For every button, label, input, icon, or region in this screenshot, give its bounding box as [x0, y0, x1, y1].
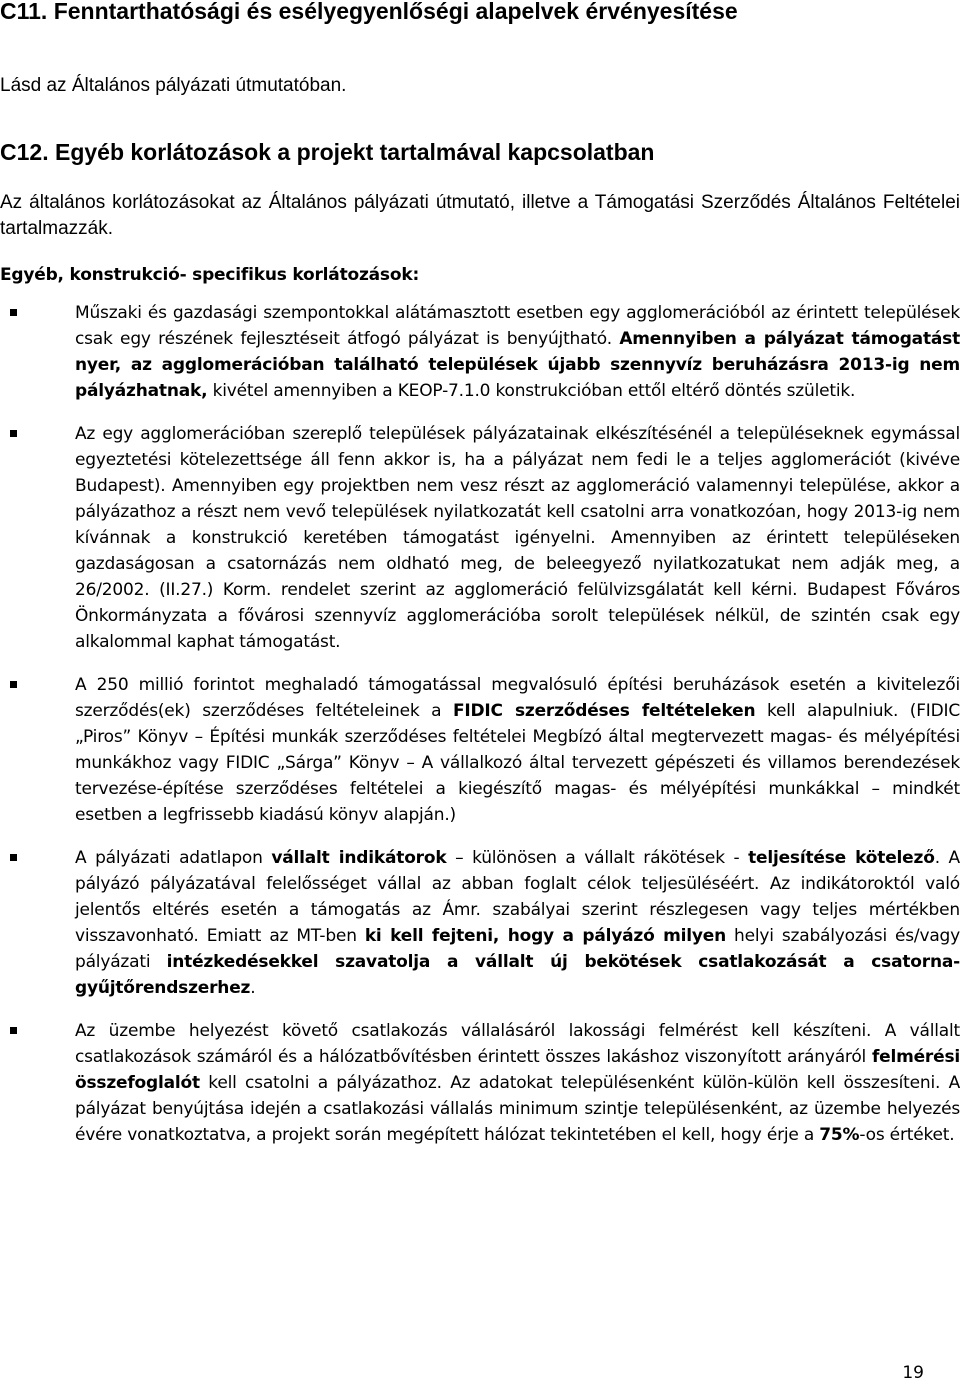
text-run: kell csatolni a pályázathoz. Az adatokat településenként külön-külön kell összesíteni. A pályázat benyújtása idején a csatlakozási vállalás minimum szintje településenként, az üzembe helyezés évére vonatkoztatva, a projekt során megépített hálózat tekintetében el kell, hogy érje a [75, 1073, 960, 1145]
bold-text-run: ki kell fejteni, hogy a pályázó milyen [364, 926, 726, 946]
text-run: kell alapulniuk. (FIDIC „Piros” Könyv – Építési munkák szerződéses feltételei Megbízó által megtervezett magas- és mélyépítési munkákhoz vagy FIDIC „Sárga” Könyv – A vállalkozó által tervezett gépészeti és villamos berendezések tervezése-építése szerződéses feltételei a kiegészítő magas- és mélyépítési munkákkal – mindkét esetben a legfrissebb kiadású könyv alapján.) [75, 701, 960, 825]
text-run: A 250 millió forintot meghaladó támogatással megvalósuló építési beruházások esetén a kivitelezői szerződés(ek) szerződéses feltételeinek a [75, 675, 960, 721]
bold-text-run: Amennyiben a pályázat támogatást nyer, az agglomerációban található települések újabb szennyvíz beruházásra 2013-ig nem pályázhatnak, [75, 329, 960, 401]
text-run: Az egy agglomerációban szereplő települések pályázatainak elkészítésénél a településeknek egymással egyeztetési kötelezettsége áll fenn akkor is, ha a pályázat nem fedi le a teljes agglomerációt (kivéve Budapest). Amennyiben egy projektben nem vesz részt az agglomeráció valamennyi települése, akkor a pályázathoz a részt nem vevő települések nyilatkozatát kell csatolni arra vonatkozóan, hogy 2013-ig nem kívánnak a konstrukció keretében támogatást igényelni. Amennyiben az érintett településeken gazdaságosan a csatornázás nem oldható meg, de beleegyező nyilatkozatukat nem adják meg, a 26/2002. (II.27.) Korm. rendelet szerint az agglomeráció felülvizsgálatát kell kérni. Budapest Főváros Önkormányzata a fővárosi szennyvíz agglomerációba sorolt települések nélkül, de szintén csak egy alkalommal kaphat támogatást. [75, 424, 960, 652]
text-run: – különösen a vállalt rákötések - [446, 848, 749, 868]
square-bullet-icon [10, 309, 17, 316]
text-run: . [250, 978, 256, 998]
bold-text-run: vállalt indikátorok [271, 848, 447, 868]
square-bullet-icon [10, 1027, 17, 1034]
list-item [0, 300, 960, 404]
section-c11-heading: C11. Fenntarthatósági és esélyegyenlőségi alapelvek érvényesítése [0, 0, 738, 24]
list-item [0, 421, 960, 655]
page-number: 19 [902, 1363, 924, 1383]
text-run: Az üzembe helyezést követő csatlakozás vállalásáról lakossági felmérést kell készíteni. A vállalt csatlakozások számáról és a hálózatbővítésben érintett összes lakáshoz viszonyított arányáról [75, 1021, 960, 1067]
bold-text-run: teljesítése kötelező [748, 848, 935, 868]
text-run: A pályázati adatlapon [75, 848, 272, 868]
text-run: Műszaki és gazdasági szempontokkal alátámasztott esetben egy agglomerációból az érintett települések csak egy részének fejlesztéseit átfogó pályázat is benyújtható. [75, 303, 960, 349]
section-c12-intro: Az általános korlátozásokat az Általános pályázati útmutató, illetve a Támogatási Szerződés Általános Feltételei tartalmazzák. [0, 192, 960, 239]
bold-text-run: intézkedésekkel szavatolja a vállalt új bekötések csatlakozását a csatorna-gyűjtőrendszerhez [75, 952, 960, 998]
square-bullet-icon [10, 854, 17, 861]
section-c11-text: Lásd az Általános pályázati útmutatóban. [0, 75, 347, 96]
list-item [0, 672, 960, 828]
specific-restrictions-heading: Egyéb, konstrukció- specifikus korlátozások: [0, 265, 420, 285]
bold-text-run: FIDIC szerződéses feltételeken [452, 701, 756, 721]
text-run: . A pályázó pályázatával felelősséget vállal az abban foglalt célok teljesüléséért. Az indikátoroktól való jelentős eltérés esetén a támogatás az Ámr. szabályai szerint részlegesen vagy teljes mértékben visszavonható. Emiatt az MT-ben [75, 848, 960, 946]
list-item [0, 1018, 960, 1148]
text-run: -os értéket. [859, 1125, 955, 1145]
bold-text-run: felmérési összefoglalót [75, 1047, 960, 1093]
list-item [0, 845, 960, 1001]
square-bullet-icon [10, 430, 17, 437]
text-run: kivétel amennyiben a KEOP-7.1.0 konstrukcióban ettől eltérő döntés születik. [207, 381, 856, 401]
section-c12-heading: C12. Egyéb korlátozások a projekt tartalmával kapcsolatban [0, 139, 655, 165]
bold-text-run: 75% [819, 1125, 860, 1145]
restrictions-list [0, 300, 960, 1165]
text-run: helyi szabályozási és/vagy pályázati [75, 926, 960, 972]
square-bullet-icon [10, 681, 17, 688]
